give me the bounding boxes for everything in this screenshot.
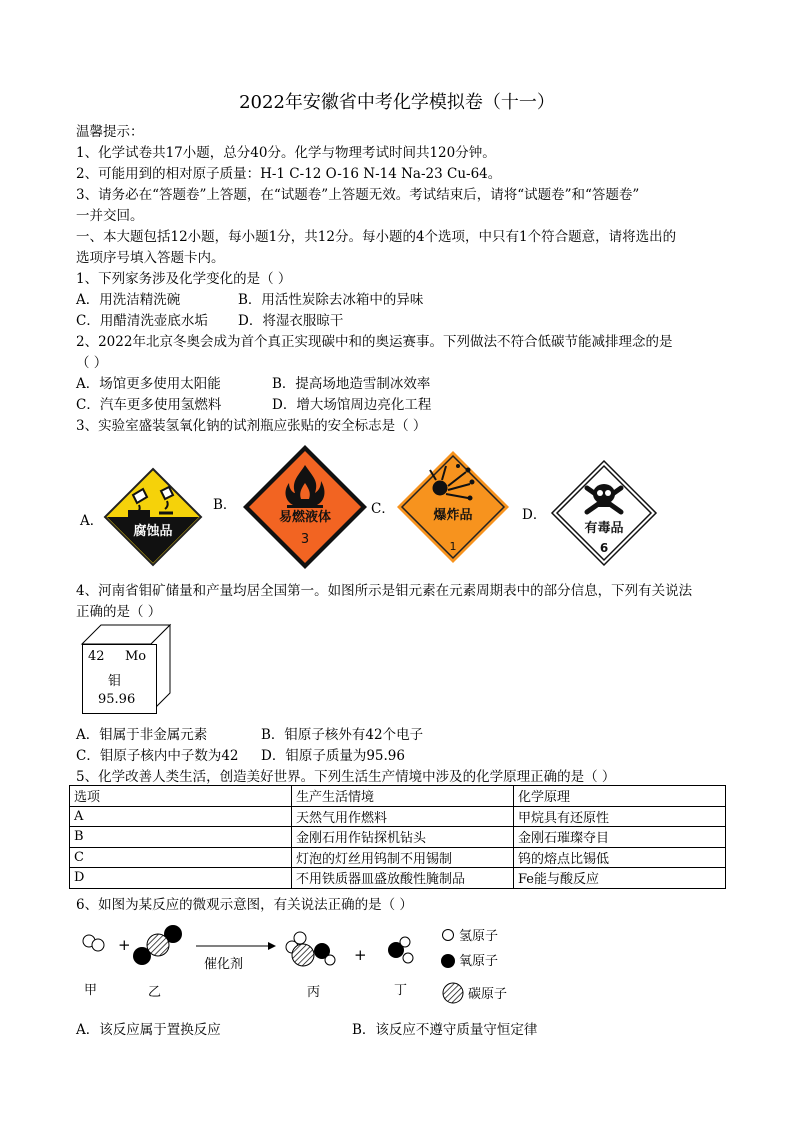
molecule-ch3oh bbox=[286, 932, 335, 966]
legend-hydrogen bbox=[443, 930, 454, 941]
table-cell: Fe能与酸反应 bbox=[514, 868, 726, 889]
section1-instructions-cont: 选项序号填入答题卡内。 bbox=[76, 250, 225, 266]
flammable-sign-class: 3 bbox=[300, 532, 310, 547]
reaction-arrow bbox=[196, 942, 276, 950]
molecule-co2 bbox=[133, 925, 182, 965]
q2-paren: （ ） bbox=[76, 355, 108, 371]
tip-2: 2、可能用到的相对原子质量：H-1 C-12 O-16 N-14 Na-23 Cu-64。 bbox=[76, 166, 502, 182]
element-symbol: Mo bbox=[125, 649, 147, 664]
table-cell: B bbox=[70, 827, 292, 848]
toxic-sign-class: 6 bbox=[599, 541, 609, 555]
element-atomic-mass: 95.96 bbox=[98, 692, 136, 707]
legend-oxygen-label: 氧原子 bbox=[459, 954, 499, 969]
q3-label-d: D． bbox=[522, 507, 547, 523]
table-header: 选项 bbox=[70, 786, 292, 807]
table-cell: D bbox=[70, 868, 292, 889]
explosive-sign bbox=[396, 450, 510, 564]
explosive-sign-class: 1 bbox=[449, 540, 457, 553]
tip-3b: 一并交回。 bbox=[76, 208, 144, 224]
table-header: 化学原理 bbox=[514, 786, 726, 807]
q6-option-a: A．该反应属于置换反应 bbox=[76, 1022, 221, 1038]
tip-1: 1、化学试卷共17小题，总分40分。化学与物理考试时间共120分钟。 bbox=[76, 145, 496, 161]
legend-oxygen bbox=[441, 954, 455, 968]
table-cell: 天然气用作燃料 bbox=[292, 806, 514, 827]
plus-sign: + bbox=[118, 936, 131, 954]
explosive-sign-text: 爆炸品 bbox=[433, 508, 473, 523]
name-bing: 丙 bbox=[307, 985, 321, 1000]
q5-stem: 5、化学改善人类生活，创造美好世界。下列生活生产情境中涉及的化学原理正确的是（ ） bbox=[76, 769, 616, 785]
q2-stem: 2、2022年北京冬奥会成为首个真正实现碳中和的奥运赛事。下列做法不符合低碳节能减排理念的是 bbox=[76, 334, 673, 350]
q1-option-a: A．用洗洁精洗碗 bbox=[76, 292, 181, 308]
flammable-liquid-sign bbox=[241, 443, 369, 571]
toxic-sign-text: 有毒品 bbox=[584, 521, 624, 536]
q6-stem: 6、如图为某反应的微观示意图，有关说法正确的是（ ） bbox=[76, 897, 413, 913]
q3-label-c: C． bbox=[371, 501, 395, 517]
table-cell: 金刚石用作钻探机钻头 bbox=[292, 827, 514, 848]
table-cell: 灯泡的灯丝用钨制不用锡制 bbox=[292, 847, 514, 868]
tips-header: 温馨提示： bbox=[76, 124, 144, 140]
table-header: 生产生活情境 bbox=[292, 786, 514, 807]
q4-option-b: B．钼原子核外有42个电子 bbox=[261, 727, 424, 743]
name-jia: 甲 bbox=[84, 983, 98, 998]
table-cell: A bbox=[70, 806, 292, 827]
table-row bbox=[70, 806, 726, 827]
legend-carbon bbox=[443, 983, 463, 1003]
q6-option-b: B．该反应不遵守质量守恒定律 bbox=[352, 1022, 538, 1038]
plus-sign: + bbox=[354, 946, 367, 964]
element-atomic-number: 42 bbox=[88, 649, 105, 664]
section1-instructions: 一、本大题包括12小题，每小题1分，共12分。每小题的4个选项，中只有1个符合题意，请将选出的 bbox=[76, 229, 677, 245]
catalyst-label: 催化剂 bbox=[204, 957, 244, 972]
corrosive-sign bbox=[103, 467, 203, 567]
q5-table bbox=[69, 785, 726, 889]
reaction-diagram bbox=[78, 918, 718, 1008]
table-row bbox=[70, 847, 726, 868]
table-cell: 不用铁质器皿盛放酸性腌制品 bbox=[292, 868, 514, 889]
q4-option-a: A．钼属于非金属元素 bbox=[76, 727, 208, 743]
q1-stem: 1、下列家务涉及化学变化的是（ ） bbox=[76, 271, 292, 287]
molecule-h2 bbox=[83, 935, 104, 951]
name-yi: 乙 bbox=[148, 985, 162, 1000]
table-row bbox=[70, 827, 726, 848]
legend-carbon-label: 碳原子 bbox=[468, 987, 508, 1002]
element-name: 钼 bbox=[108, 674, 122, 689]
name-ding: 丁 bbox=[394, 983, 408, 998]
toxic-sign bbox=[551, 460, 657, 566]
q1-option-d: D．将湿衣服晾干 bbox=[238, 313, 344, 329]
q4-stem-cont: 正确的是（ ） bbox=[76, 604, 162, 620]
table-cell: C bbox=[70, 847, 292, 868]
molecule-h2o bbox=[388, 937, 413, 963]
table-cell: 甲烷具有还原性 bbox=[514, 806, 726, 827]
q1-option-b: B．用活性炭除去冰箱中的异味 bbox=[238, 292, 424, 308]
q4-option-d: D．钼原子质量为95.96 bbox=[261, 748, 405, 764]
q3-label-b: B． bbox=[213, 497, 237, 513]
q1-option-c: C．用醋清洗壶底水垢 bbox=[76, 313, 208, 329]
flammable-sign-text: 易燃液体 bbox=[278, 510, 332, 525]
q4-stem: 4、河南省钼矿储量和产量均居全国第一。如图所示是钼元素在元素周期表中的部分信息，下列有关说法 bbox=[76, 583, 693, 599]
page-title: 2022年安徽省中考化学模拟卷（十一） bbox=[239, 92, 555, 113]
q2-option-b: B．提高场地造雪制冰效率 bbox=[272, 376, 431, 392]
q4-option-c: C．钼原子核内中子数为42 bbox=[76, 748, 239, 764]
q2-option-c: C．汽车更多使用氢燃料 bbox=[76, 397, 222, 413]
q3-label-a: A． bbox=[80, 513, 104, 529]
table-header-row bbox=[70, 786, 726, 807]
element-cell-molybdenum bbox=[82, 644, 157, 714]
table-cell: 金刚石璀璨夺目 bbox=[514, 827, 726, 848]
legend-hydrogen-label: 氢原子 bbox=[459, 929, 499, 944]
q2-option-a: A．场馆更多使用太阳能 bbox=[76, 376, 221, 392]
q2-option-d: D．增大场馆周边亮化工程 bbox=[272, 397, 432, 413]
table-row bbox=[70, 868, 726, 889]
tip-3a: 3、请务必在“答题卷”上答题，在“试题卷”上答题无效。考试结束后，请将“试题卷”和“答题卷” bbox=[76, 187, 640, 203]
corrosive-sign-text: 腐蚀品 bbox=[133, 524, 173, 539]
table-cell: 钨的熔点比锡低 bbox=[514, 847, 726, 868]
q3-stem: 3、实验室盛装氢氧化钠的试剂瓶应张贴的安全标志是（ ） bbox=[76, 418, 427, 434]
